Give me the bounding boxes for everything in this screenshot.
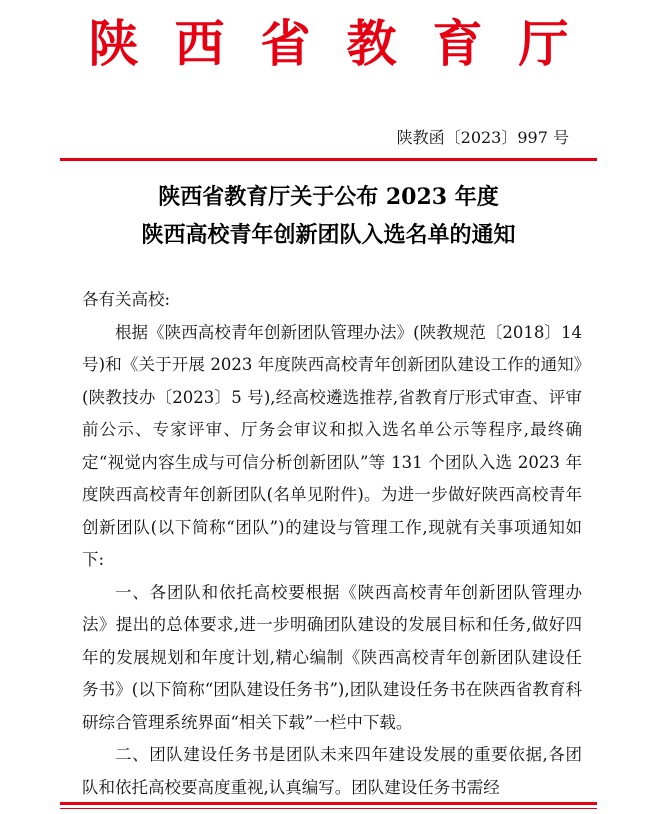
issuer-masthead [0, 12, 657, 76]
salutation: 各有关高校: [82, 290, 171, 309]
header-red-rule [60, 158, 597, 161]
masthead-char: 西 [174, 14, 225, 73]
masthead-char: 育 [432, 14, 483, 73]
document-title [0, 178, 657, 254]
document-body [82, 284, 582, 804]
masthead-char: 教 [346, 14, 397, 73]
masthead-char: 厅 [518, 14, 569, 73]
body-paragraph: 根据《陕西高校青年创新团队管理办法》(陕教规范〔2018〕14 号)和《关于开展 2023 年度陕西高校青年创新团队建设工作的通知》(陕教技办〔2023〕5 号),经高校遴选推荐,省教育厅形式审查、评审前公示、专家评审、厅务会审议和拟入选名单公示等程序,最终确定“视觉内容生成与可信分析创新团队”等 131 个团队入选 2023 年度陕西高校青年创新团队(名单见附件)。为进一步做好陕西高校青年创新团队(以下简称“团队”)的建设与管理工作,现就有关事项通知如下: [82, 322, 582, 569]
title-line-1: 陕西省教育厅关于公布 2023 年度 [158, 184, 499, 210]
body-paragraph: 一、各团队和依托高校要根据《陕西高校青年创新团队管理办法》提出的总体要求,进一步明确团队建设的发展目标和任务,做好四年的发展规划和年度计划,精心编制《陕西高校青年创新团队建设任务书》(以下简称“团队建设任务书”),团队建设任务书在陕西省教育科研综合管理系统界面“相关下载”一栏中下载。 [82, 582, 582, 732]
document-number: 陕教函〔2023〕997 号 [396, 128, 569, 147]
masthead-char: 陕 [88, 14, 139, 73]
footer-red-rule-thin [60, 808, 597, 809]
footer-red-rule-thick [60, 802, 597, 805]
masthead-char: 省 [260, 14, 311, 73]
title-line-2: 陕西高校青年创新团队入选名单的通知 [141, 222, 516, 248]
body-paragraph: 二、团队建设任务书是团队未来四年建设发展的重要依据,各团队和依托高校要高度重视,认真编写。团队建设任务书需经 [82, 745, 582, 797]
